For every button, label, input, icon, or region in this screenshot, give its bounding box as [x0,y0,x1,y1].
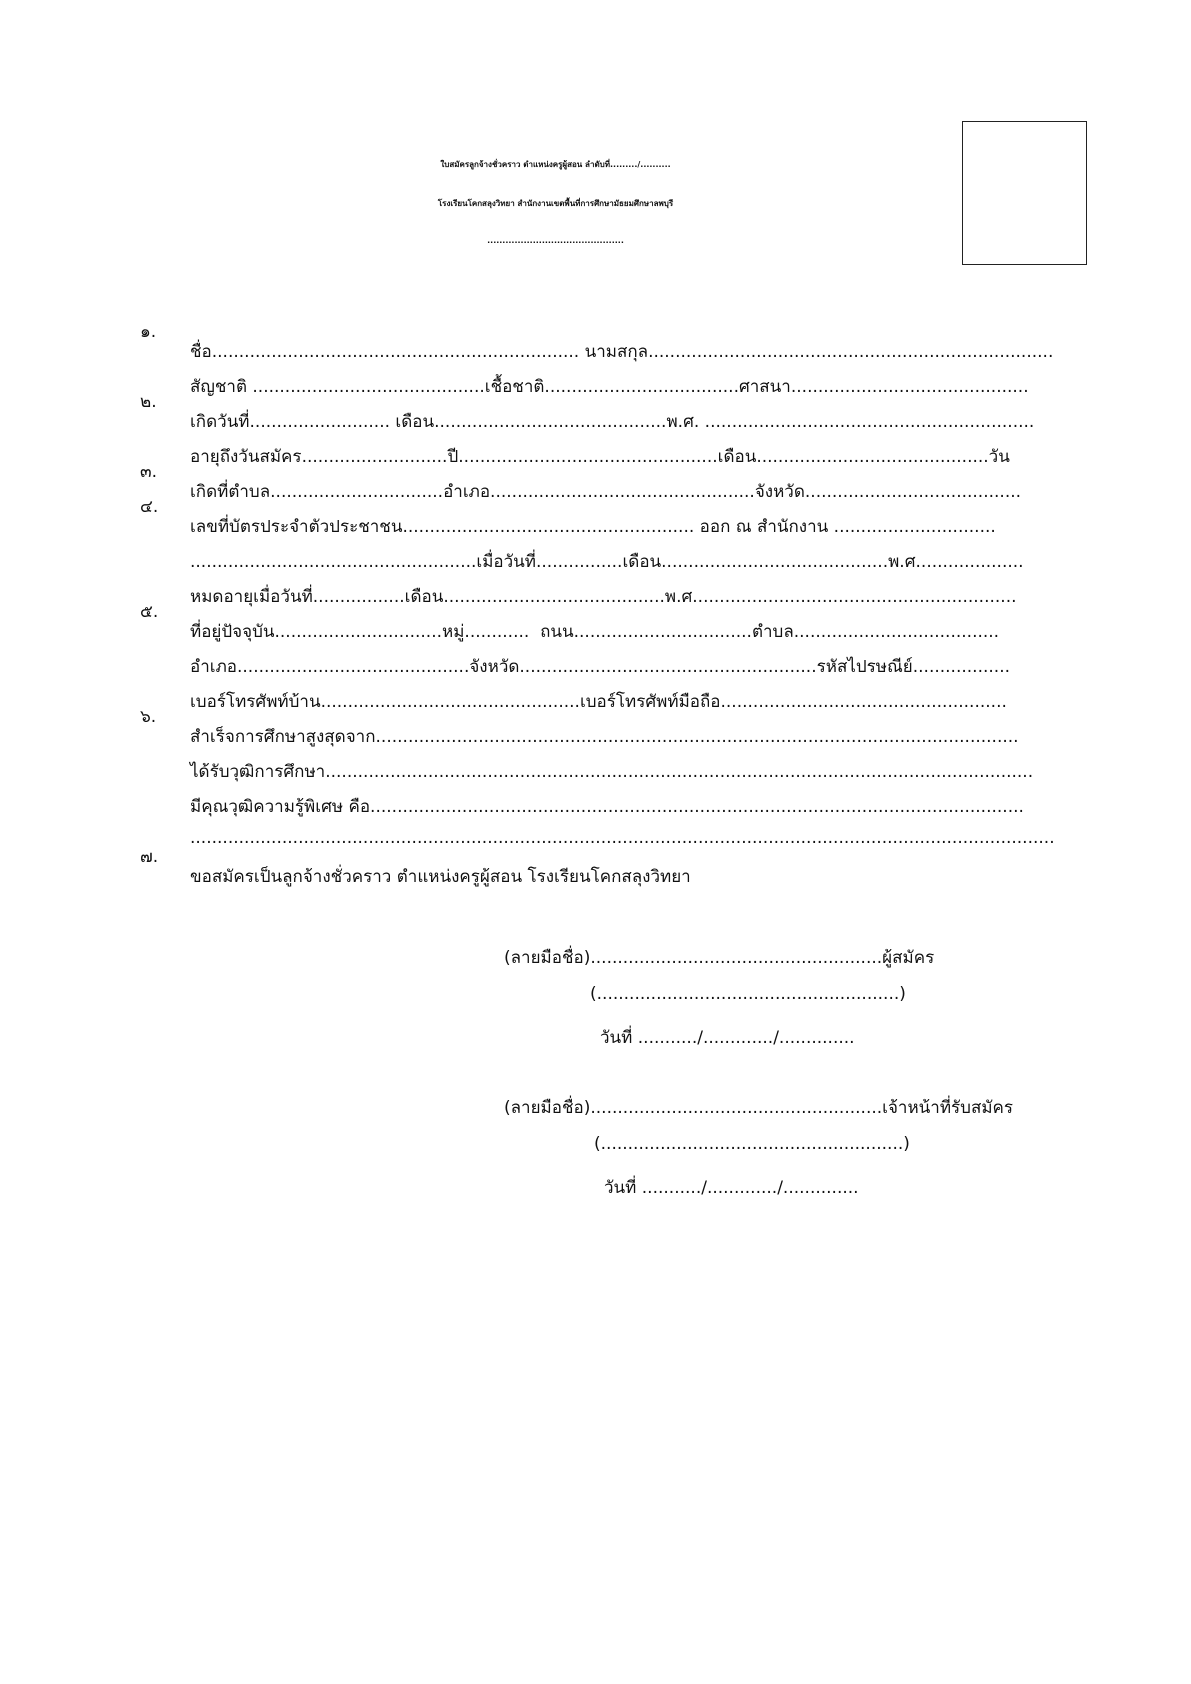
form-title-line2: โรงเรียนโคกสลุงวิทยา สำนักงานเขตพื้นที่การศึกษามัธยมศึกษาลพบุรี [437,199,674,208]
form-row [0,333,1191,397]
item-text: เลขที่บัตรประจำตัวประชาชน...................................................... ออก ณ สำนักงาน .............................. [190,517,996,537]
officer-name-line: (........................................................) [594,1134,910,1154]
item-text: สัญชาติ ...........................................เชื้อชาติ....................................ศาสนา............................................ [190,377,1029,397]
item-number: ๔. [140,497,159,517]
item-text: .....................................................เมื่อวันที่................เดือน..........................................พ.ศ.................... [190,552,1024,572]
form-title-line3: ............................................. [487,236,624,245]
form-row [0,788,1191,848]
form-row [0,298,1191,362]
form-row [0,753,1191,817]
form-row [0,718,1191,782]
item-text: อายุถึงวันสมัคร...........................ปี................................................เดือน...........................................วัน [190,447,1010,467]
item-number: ๓. [140,462,158,482]
item-number: ๒. [140,392,157,412]
item-text: อำเภอ...........................................จังหวัด.......................................................รหัสไปรษณีย์.................. [190,657,1011,677]
form-row [0,368,1191,432]
item-text: เบอร์โทรศัพท์บ้าน................................................เบอร์โทรศัพท์มือถือ..................................................... [190,692,1007,712]
item-text: เกิดวันที่.......................... เดือน...........................................พ.ศ. ............................................................. [190,412,1035,432]
item-number: ๕. [140,602,159,622]
form-row [0,648,1191,712]
form-row [0,578,1191,642]
form-row [0,683,1191,747]
item-number: ๖. [140,707,157,727]
item-number: ๑. [140,322,157,342]
item-text: มีคุณวุฒิความรู้พิเศษ คือ......................................................................................................................... [190,797,1024,817]
officer-date-line: วันที่ .........../............./.............. [604,1178,859,1198]
applicant-date-line: วันที่ .........../............./.............. [600,1028,855,1048]
form-row [0,473,1191,537]
form-row [0,823,1191,887]
item-text: หมดอายุเมื่อวันที่.................เดือน.........................................พ.ศ............................................................ [190,587,1017,607]
item-number: ๗. [140,847,159,867]
item-text: ได้รับวุฒิการศึกษา................................................................................................................................... [190,762,1034,782]
item-text: เกิดที่ตำบล................................อำเภอ.................................................จังหวัด........................................ [190,482,1022,502]
form-row [0,543,1191,607]
form-row [0,403,1191,467]
item-text: ที่อยู่ปัจจุบัน...............................หมู่............ ถนน.................................ตำบล...................................... [190,622,1000,642]
form-title-line1: ใบสมัครลูกจ้างชั่วคราว ตำแหน่งครูผู้สอน ลำดับที่........./.......... [440,160,671,169]
applicant-name-line: (........................................................) [590,984,906,1004]
form-row [0,613,1191,677]
item-text: ................................................................................................................................................................ [190,828,1055,848]
item-text: สำเร็จการศึกษาสูงสุดจาก....................................................................................................................... [190,727,1019,747]
officer-signature-line: (ลายมือชื่อ)......................................................เจ้าหน้าที่รับสมัคร [504,1098,1014,1118]
form-row [0,508,1191,572]
form-row [0,438,1191,502]
item-text: ขอสมัครเป็นลูกจ้างชั่วคราว ตำแหน่งครูผู้สอน โรงเรียนโคกสลุงวิทยา [190,867,691,887]
applicant-signature-line: (ลายมือชื่อ)......................................................ผู้สมัคร [504,948,935,968]
item-text: ชื่อ.................................................................... นามสกุล........................................................................... [190,342,1054,362]
